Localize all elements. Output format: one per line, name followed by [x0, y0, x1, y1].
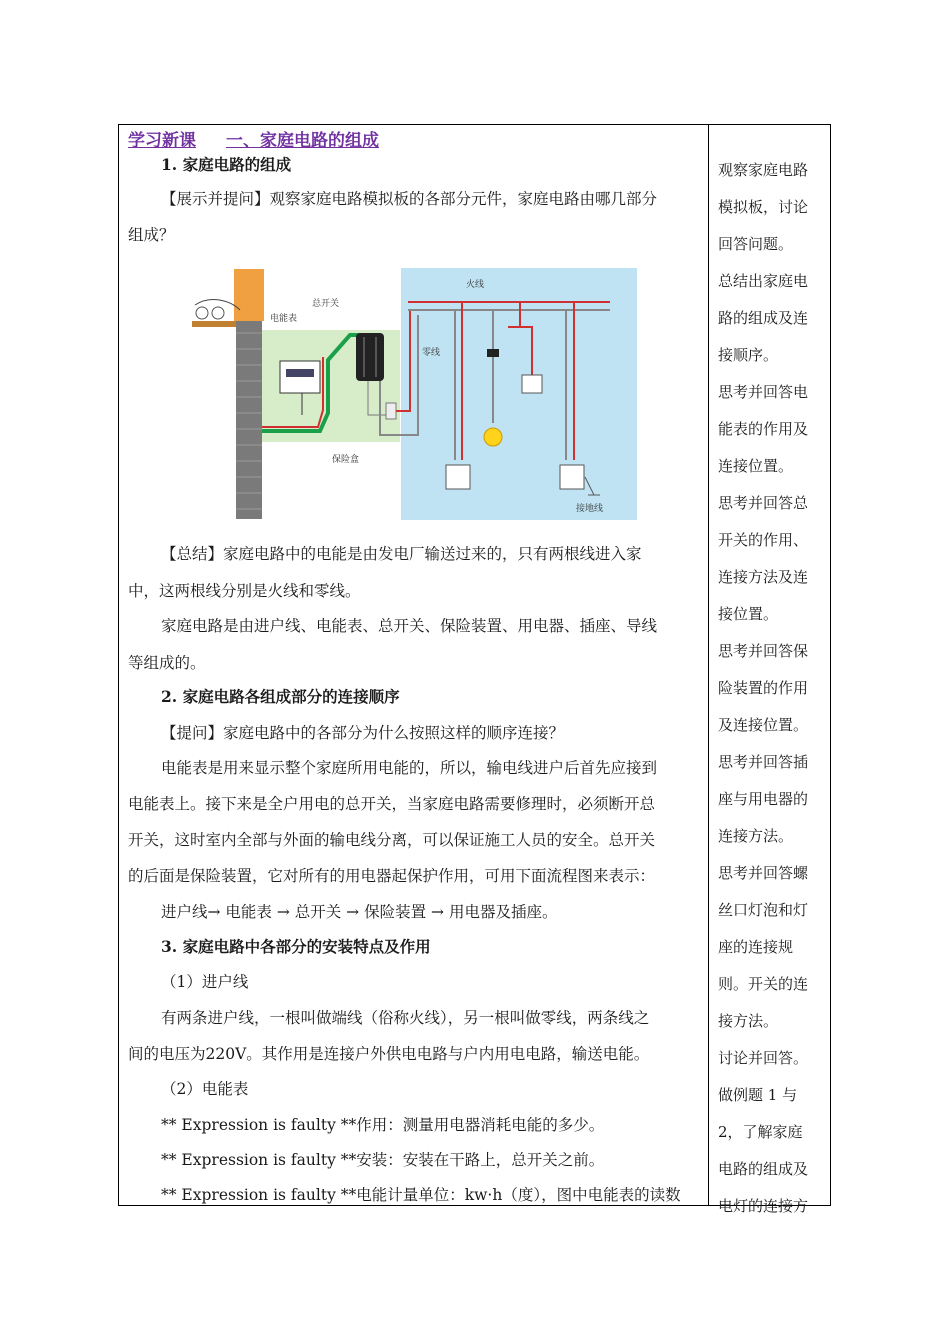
socket-right	[560, 465, 584, 489]
subsection-title: 3. 家庭电路中各部分的安装特点及作用	[161, 937, 431, 956]
label-neutral: 零线	[422, 348, 441, 358]
activity-line: 险装置的作用	[718, 679, 809, 697]
label-meter: 电能表	[270, 314, 298, 324]
paragraph: 间的电压为220V。其作用是连接户外供电电路与户内用电电路，输送电能。	[128, 1045, 650, 1063]
activity-line: 丝口灯泡和灯	[718, 901, 809, 919]
student-activity-column	[718, 152, 824, 1225]
label-live: 火线	[466, 280, 485, 290]
sub-heading: （2）电能表	[161, 1080, 249, 1098]
activity-line: 总结出家庭电	[718, 272, 809, 290]
subsection-title: 1. 家庭电路的组成	[161, 155, 292, 174]
activity-line: 连接方法及连	[718, 568, 809, 586]
main-switch	[356, 333, 384, 381]
section-header: 学习新课 一、家庭电路的组成	[128, 131, 379, 151]
activity-line: 思考并回答总	[718, 494, 809, 512]
activity-line: 及连接位置。	[718, 716, 809, 734]
paragraph: 【展示并提问】观察家庭电路模拟板的各部分元件，家庭电路由哪几部分	[161, 190, 658, 208]
activity-line: 观察家庭电路	[718, 161, 809, 179]
paragraph: 开关，这时室内全部与外面的输电线分离，可以保证施工人员的安全。总开关	[128, 831, 656, 849]
column-divider	[708, 124, 709, 1206]
insulator	[196, 307, 208, 319]
activity-line: 座的连接规	[718, 938, 794, 956]
activity-line: 连接位置。	[718, 457, 794, 475]
insulator	[212, 307, 224, 319]
activity-line: 电路的组成及	[718, 1160, 809, 1178]
paragraph: 有两条进户线，一根叫做端线（俗称火线），另一根叫做零线，两条线之	[161, 1009, 650, 1027]
paragraph: 【提问】家庭电路中的各部分为什么按照这样的顺序连接？	[161, 724, 565, 742]
paragraph: ** Expression is faulty **安装：安装在干路上，总开关之前。	[161, 1151, 605, 1169]
socket-left	[446, 465, 470, 489]
light-bulb	[484, 428, 502, 446]
activity-line: 2，了解家庭	[718, 1123, 803, 1141]
paragraph: 的后面是保险装置，它对所有的用电器起保护作用，可用下面流程图来表示：	[128, 867, 656, 885]
activity-line: 开关的作用、	[718, 531, 809, 549]
sub-heading: （1）进户线	[161, 973, 249, 991]
activity-line: 接位置。	[718, 605, 779, 623]
paragraph: 等组成的。	[128, 654, 206, 672]
paragraph: 家庭电路是由进户线、电能表、总开关、保险装置、用电器、插座、导线	[161, 617, 658, 635]
activity-line: 接顺序。	[718, 346, 779, 364]
activity-line: 做例题 1 与	[718, 1086, 798, 1104]
activity-line: 电灯的连接方	[718, 1197, 809, 1215]
meter-display	[286, 369, 314, 377]
paragraph: 电能表是用来显示整个家庭所用电能的，所以，输电线进户后首先应接到	[161, 759, 658, 777]
activity-line: 思考并回答保	[718, 642, 809, 660]
household-circuit-diagram	[190, 265, 640, 521]
label-switch: 总开关	[312, 299, 340, 309]
paragraph: 电能表上。接下来是全户用电的总开关，当家庭电路需要修理时，必须断开总	[128, 795, 656, 813]
activity-line: 连接方法。	[718, 827, 794, 845]
activity-line: 回答问题。	[718, 235, 794, 253]
wall-switch	[522, 375, 542, 393]
activity-line: 则。开关的连	[718, 975, 809, 993]
paragraph: ** Expression is faulty **电能计量单位：kw·h（度），图中电能表的读数	[161, 1186, 681, 1204]
flow-chart-text: 进户线→ 电能表 → 总开关 → 保险装置 → 用电器及插座。	[161, 903, 558, 921]
paragraph: 中，这两根线分别是火线和零线。	[128, 582, 361, 600]
paragraph: ** Expression is faulty **作用：测量用电器消耗电能的多少。	[161, 1116, 605, 1134]
activity-line: 能表的作用及	[718, 420, 809, 438]
activity-line: 讨论并回答。	[718, 1049, 809, 1067]
lamp-holder	[487, 349, 499, 357]
activity-line: 路的组成及连	[718, 309, 809, 327]
activity-line: 思考并回答电	[718, 383, 809, 401]
activity-line: 思考并回答螺	[718, 864, 809, 882]
fuse-box	[386, 403, 396, 419]
subsection-title: 2. 家庭电路各组成部分的连接顺序	[161, 687, 400, 706]
wall-top-bricks	[234, 269, 264, 321]
activity-line: 思考并回答插	[718, 753, 809, 771]
label-ground: 接地线	[576, 504, 604, 514]
activity-line: 接方法。	[718, 1012, 779, 1030]
paragraph: 组成？	[128, 226, 175, 244]
paragraph: 【总结】家庭电路中的电能是由发电厂输送过来的，只有两根线进入家	[161, 545, 642, 563]
label-fuse: 保险盒	[332, 455, 360, 465]
activity-line: 模拟板，讨论	[718, 198, 809, 216]
activity-line: 座与用电器的	[718, 790, 809, 808]
insulator-bracket	[192, 321, 236, 327]
